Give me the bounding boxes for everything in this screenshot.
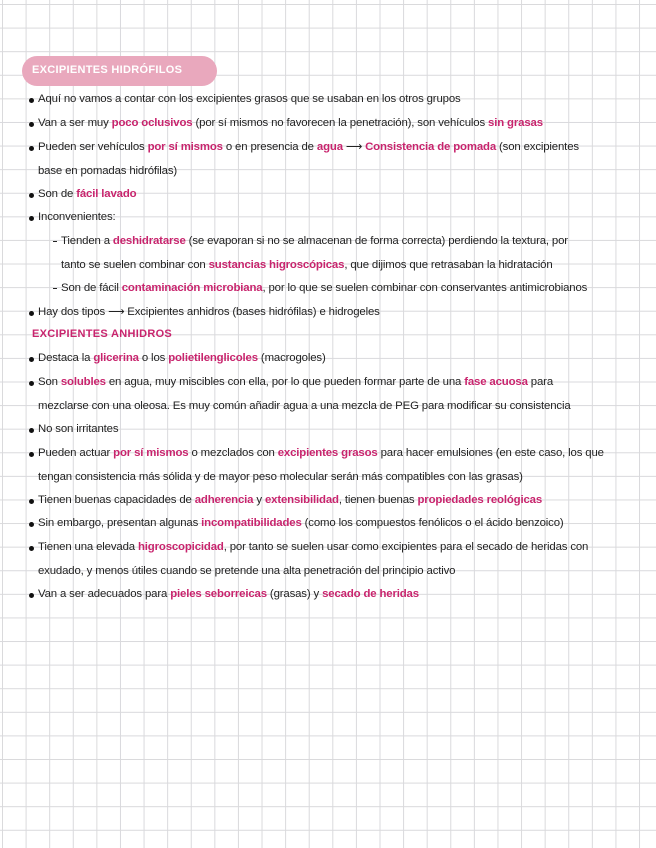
bullet-icon bbox=[29, 146, 34, 151]
bullet-icon bbox=[29, 428, 34, 433]
section-title-anhidros: EXCIPIENTES ANHIDROS bbox=[32, 328, 173, 340]
bullet-icon bbox=[29, 593, 34, 598]
note-line: Van a ser muy poco oclusivos (por sí mismos no favorecen la penetración), son vehículos sin grasas bbox=[38, 117, 543, 129]
note-line: Son solubles en agua, muy miscibles con ella, por lo que pueden formar parte de una fase acuosa para bbox=[38, 376, 554, 388]
bullet-icon bbox=[29, 193, 34, 198]
bullet-icon bbox=[29, 452, 34, 457]
note-subline: Son de fácil contaminación microbiana, por lo que se suelen combinar con conservantes antimicrobianos bbox=[61, 282, 588, 294]
dash-icon bbox=[53, 241, 57, 242]
note-line: Sin embargo, presentan algunas incompatibilidades (como los compuestos fenólicos o el ácido benzoico) bbox=[38, 517, 564, 529]
note-line-continuation: exudado, y menos útiles cuando se pretende una alta penetración del principio activo bbox=[38, 565, 456, 577]
note-subline: Tienden a deshidratarse (se evaporan si no se almacenan de forma correcta) perdiendo la textura, por bbox=[61, 235, 568, 247]
bullet-icon bbox=[29, 98, 34, 103]
note-line: Destaca la glicerina o los polietilenglicoles (macrogoles) bbox=[38, 352, 326, 364]
section-title-hidrofilos: EXCIPIENTES HIDRÓFILOS bbox=[32, 64, 183, 76]
note-line: Pueden actuar por sí mismos o mezclados con excipientes grasos para hacer emulsiones (en este caso, los que bbox=[38, 447, 604, 459]
note-line: Son de fácil lavado bbox=[38, 188, 137, 200]
note-line: Aquí no vamos a contar con los excipientes grasos que se usaban en los otros grupos bbox=[38, 93, 461, 105]
bullet-icon bbox=[29, 522, 34, 527]
dash-icon bbox=[53, 288, 57, 289]
note-line: Tienen buenas capacidades de adherencia y extensibilidad, tienen buenas propiedades reológicas bbox=[38, 494, 543, 506]
note-line-continuation: tengan consistencia más sólida y de mayor peso molecular serán más compatibles con las grasas) bbox=[38, 471, 523, 483]
bullet-icon bbox=[29, 122, 34, 127]
note-subline-continuation: tanto se suelen combinar con sustancias higroscópicas, que dijimos que retrasaban la hidratación bbox=[61, 259, 553, 271]
bullet-icon bbox=[29, 381, 34, 386]
note-line: Inconvenientes: bbox=[38, 211, 116, 223]
note-line: Van a ser adecuados para pieles seborreicas (grasas) y secado de heridas bbox=[38, 588, 419, 600]
bullet-icon bbox=[29, 311, 34, 316]
note-line-continuation: mezclarse con una oleosa. Es muy común añadir agua a una mezcla de PEG para modificar su consistencia bbox=[38, 400, 571, 412]
bullet-icon bbox=[29, 546, 34, 551]
note-line: No son irritantes bbox=[38, 423, 119, 435]
note-line: Hay dos tipos ⟶ Excipientes anhidros (bases hidrófilas) e hidrogeles bbox=[38, 306, 380, 318]
note-line: Pueden ser vehículos por sí mismos o en presencia de agua ⟶ Consistencia de pomada (son excipientes bbox=[38, 141, 579, 153]
bullet-icon bbox=[29, 357, 34, 362]
note-line-continuation: base en pomadas hidrófilas) bbox=[38, 165, 178, 177]
bullet-icon bbox=[29, 216, 34, 221]
bullet-icon bbox=[29, 499, 34, 504]
note-line: Tienen una elevada higroscopicidad, por tanto se suelen usar como excipientes para el secado de heridas con bbox=[38, 541, 589, 553]
